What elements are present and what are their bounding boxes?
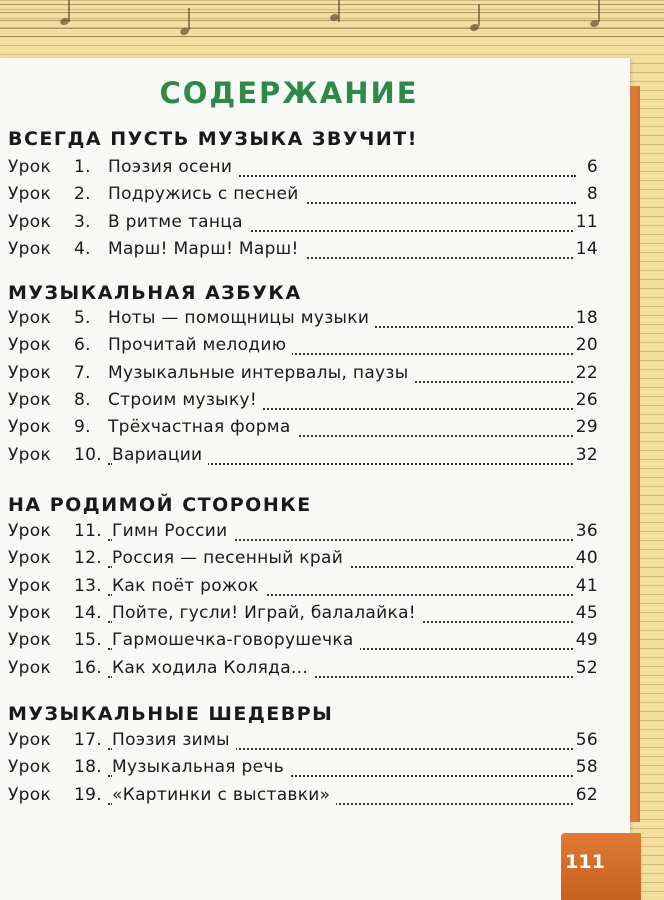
- lesson-number: 5.: [74, 308, 91, 328]
- music-staff-top: [0, 4, 664, 44]
- lesson-number: 13.: [74, 575, 102, 596]
- lesson-word: Урок: [8, 575, 52, 596]
- lesson-page-number: 45: [573, 603, 598, 623]
- lesson-title: Гимн России: [112, 521, 234, 541]
- lesson-page-number: 14: [573, 239, 598, 259]
- music-note-stem: [478, 4, 480, 26]
- lesson-word: Урок: [8, 157, 52, 177]
- lesson-number: 3.: [74, 211, 91, 232]
- lesson-title: Музыкальная речь: [112, 757, 290, 777]
- lesson-title: Строим музыку!: [108, 390, 263, 410]
- toc-entry: [8, 576, 598, 602]
- lesson-number: 4.: [74, 238, 91, 259]
- lesson-title: Как ходила Коляда...: [112, 658, 314, 678]
- lesson-title: Прочитай мелодию: [108, 335, 292, 355]
- music-note-stem: [188, 8, 190, 30]
- toc-entry: [8, 212, 598, 238]
- toc-entry: [8, 445, 598, 471]
- lesson-word: Урок: [8, 657, 52, 678]
- lesson-title: Поэзия зимы: [112, 730, 236, 750]
- lesson-word: Урок: [8, 238, 52, 259]
- lesson-number: 16.: [74, 657, 102, 678]
- page-number-badge: [561, 833, 641, 900]
- section-heading: ВСЕГДА ПУСТЬ МУЗЫКА ЗВУЧИТ!: [8, 128, 418, 150]
- lesson-page-number: 26: [573, 390, 598, 410]
- lesson-page-number: 58: [573, 757, 598, 777]
- toc-entry: [8, 630, 598, 656]
- toc-entry: [8, 548, 598, 574]
- music-note-stem: [598, 0, 600, 22]
- lesson-number: 17.: [74, 730, 102, 750]
- lesson-title: Россия — песенный край: [112, 548, 349, 568]
- lesson-word: Урок: [8, 362, 52, 383]
- lesson-page-number: 20: [573, 335, 598, 355]
- lesson-word: Урок: [8, 184, 52, 205]
- lesson-title: Вариации: [112, 445, 208, 465]
- lesson-number: 18.: [74, 757, 102, 778]
- music-note-stem: [68, 0, 70, 22]
- lesson-word: Урок: [8, 308, 52, 328]
- lesson-number: 9.: [74, 417, 91, 438]
- lesson-page-number: 22: [573, 363, 598, 383]
- lesson-number: 8.: [74, 389, 91, 410]
- lesson-title: Поэзия осени: [108, 157, 238, 177]
- lesson-word: Урок: [8, 521, 52, 541]
- section-heading: НА РОДИМОЙ СТОРОНКЕ: [8, 494, 312, 516]
- page-title: СОДЕРЖАНИЕ: [159, 76, 419, 110]
- lesson-page-number: 40: [573, 548, 598, 568]
- lesson-word: Урок: [8, 784, 52, 805]
- lesson-page-number: 11: [573, 212, 598, 232]
- lesson-title: Гармошечка-говорушечка: [112, 630, 360, 650]
- lesson-number: 7.: [74, 362, 91, 383]
- lesson-word: Урок: [8, 444, 52, 465]
- toc-entry: [8, 730, 598, 756]
- lesson-title: В ритме танца: [108, 212, 249, 232]
- lesson-page-number: 62: [573, 785, 598, 805]
- lesson-page-number: 29: [573, 417, 598, 437]
- lesson-word: Урок: [8, 548, 52, 569]
- lesson-title: Ноты — помощницы музыки: [108, 308, 375, 328]
- lesson-page-number: 18: [573, 308, 598, 328]
- lesson-title: Трёхчастная форма: [108, 417, 297, 437]
- toc-entry: [8, 157, 598, 183]
- toc-entry: [8, 239, 598, 265]
- page-number: 111: [565, 851, 605, 873]
- lesson-page-number: 36: [573, 521, 598, 541]
- lesson-page-number: 8: [584, 184, 598, 204]
- toc-entry: [8, 521, 598, 547]
- toc-entry: [8, 603, 598, 629]
- lesson-page-number: 6: [584, 157, 598, 177]
- toc-entry: [8, 308, 598, 334]
- lesson-number: 6.: [74, 335, 91, 356]
- toc-entry: [8, 390, 598, 416]
- music-note-stem: [338, 0, 340, 22]
- lesson-page-number: 49: [573, 630, 598, 650]
- lesson-page-number: 56: [573, 730, 598, 750]
- lesson-word: Урок: [8, 630, 52, 651]
- lesson-word: Урок: [8, 730, 52, 750]
- toc-entry: [8, 417, 598, 443]
- toc-entry: [8, 757, 598, 783]
- lesson-number: 19.: [74, 784, 102, 805]
- toc-entry: [8, 785, 598, 811]
- toc-entry: [8, 335, 598, 361]
- lesson-title: Подружись с песней: [108, 184, 305, 204]
- lesson-number: 12.: [74, 548, 102, 569]
- lesson-number: 10.: [74, 444, 102, 465]
- lesson-title: Марш! Марш! Марш!: [108, 239, 305, 259]
- lesson-word: Урок: [8, 602, 52, 623]
- lesson-page-number: 52: [573, 658, 598, 678]
- lesson-word: Урок: [8, 389, 52, 410]
- lesson-title: Как поёт рожок: [112, 576, 265, 596]
- lesson-number: 2.: [74, 184, 91, 205]
- toc-entry: [8, 363, 598, 389]
- lesson-number: 14.: [74, 602, 102, 623]
- lesson-word: Урок: [8, 335, 52, 356]
- section-heading: МУЗЫКАЛЬНАЯ АЗБУКА: [8, 282, 302, 304]
- toc-entry: [8, 658, 598, 684]
- lesson-word: Урок: [8, 417, 52, 438]
- lesson-title: Пойте, гусли! Играй, балалайка!: [112, 603, 422, 623]
- lesson-word: Урок: [8, 757, 52, 778]
- lesson-title: Музыкальные интервалы, паузы: [108, 363, 414, 383]
- lesson-page-number: 41: [573, 576, 598, 596]
- lesson-number: 11.: [74, 521, 102, 541]
- toc-entry: [8, 184, 598, 210]
- lesson-title: «Картинки с выставки»: [112, 785, 336, 805]
- lesson-word: Урок: [8, 211, 52, 232]
- lesson-number: 1.: [74, 157, 91, 177]
- section-heading: МУЗЫКАЛЬНЫЕ ШЕДЕВРЫ: [8, 703, 334, 725]
- lesson-page-number: 32: [573, 445, 598, 465]
- lesson-number: 15.: [74, 630, 102, 651]
